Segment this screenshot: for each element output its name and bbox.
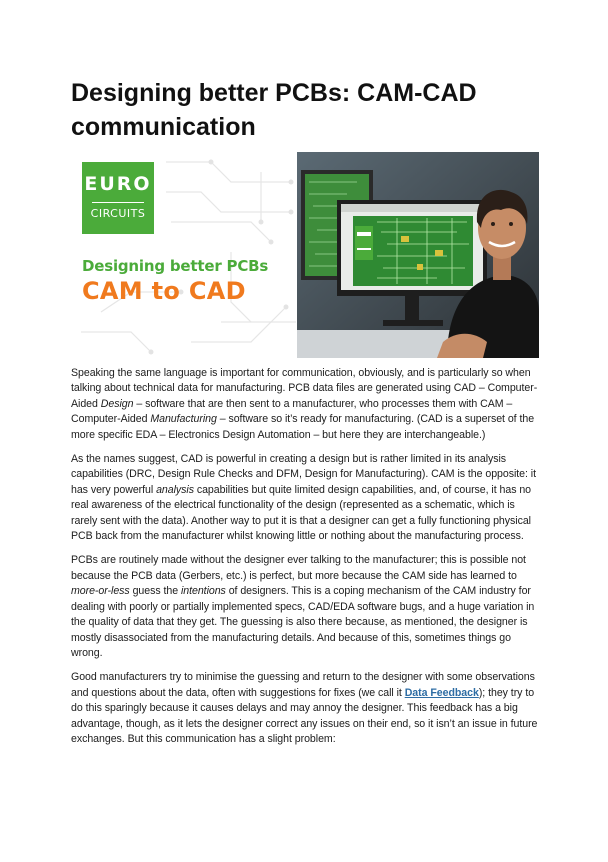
paragraph-2	[71, 452, 541, 544]
article-body	[71, 366, 541, 756]
data-feedback-link[interactable]: Data Feedback	[404, 686, 479, 699]
paragraph-4-text-a: Good manufacturers try to minimise the guessing and return to the designer with some observations and questions about the data, often with suggestions for fixes (we call it	[71, 671, 535, 699]
paragraph-2-emphasis: analysis	[156, 483, 194, 496]
paragraph-3-text-a: PCBs are routinely made without the designer ever talking to the manufacturer; this is possible not because the PCB data (Gerbers, etc.) is perfect, but more because the CAM side has learned to	[71, 554, 526, 582]
paragraph-3-emphasis-a: more-or-less	[71, 585, 130, 598]
paragraph-3	[71, 553, 541, 661]
paragraph-1-emphasis-a: Design	[100, 397, 134, 410]
paragraph-1-text-b: – software that are then sent to a manufacturer, who processes them with CAM – Computer-Aided	[71, 397, 513, 426]
paragraph-4-text-b: ); they try to do this sparingly because it causes delays and may annoy the designer. This feedback has a big advantage, though, as it lets the designer correct any issues on their end, so it isn’t an issue in future exchanges. But this communication has a slight problem:	[71, 686, 538, 745]
paragraph-4	[71, 670, 541, 747]
paragraph-1-emphasis-b: Manufacturing	[150, 413, 217, 426]
logo-text-top: EURO	[84, 173, 152, 195]
paragraph-3-text-c: of designers. This is a coping mechanism of the CAM industry for dealing with poorly or partially implemented specs, CAD/EDA software bugs, and a huge variation in the quality of data that they get. The guessing is also there because, as mentioned, the designer is mostly disassociated from the manufacturing details. And because of this, sometimes things go wrong.	[71, 585, 535, 659]
paragraph-2-text-a: As the names suggest, CAD is powerful in creating a design but is rather limited in its analysis capabilities (DRC, Design Rule Checks and DFM, Design for Manufacturing). CAM is the opposite: it has very powerful	[71, 453, 536, 496]
paragraph-1-text-a: Speaking the same language is important for communication, obviously, and is particularly so when talking about technical data for manufacturing. PCB data files are generated using CAD – Computer-Aided	[71, 367, 538, 410]
engineer-photo	[297, 152, 539, 358]
banner-subtitle: Designing better PCBs	[82, 257, 269, 275]
logo-divider	[92, 202, 144, 203]
paragraph-3-text-b: guess the	[129, 585, 181, 598]
paragraph-2-text-b: capabilities but quite limited design capabilities, and, of course, it has no real awareness of the electrical functionality of the design (represented as a schematic, which is rarely sent with the data). Another way to put it is that a designer can get a fully functioning physical PCB back from the manufacturer whilst knowing little or nothing about the manufacturing process.	[71, 483, 532, 543]
paragraph-1-text-c: – software so it’s ready for manufacturing. (CAD is a superset of the more specific EDA – Electronics Design Automation – but here they are interchangeable.)	[71, 413, 535, 441]
banner-headline: CAM to CAD	[82, 277, 246, 305]
paragraph-3-emphasis-b: intentions	[180, 585, 226, 598]
paragraph-1	[71, 366, 541, 443]
hero-banner	[71, 152, 539, 358]
eurocircuits-logo	[82, 162, 154, 234]
page-title: Designing better PCBs: CAM-CAD communication	[71, 79, 477, 141]
logo-text-bottom: CIRCUITS	[90, 207, 146, 220]
